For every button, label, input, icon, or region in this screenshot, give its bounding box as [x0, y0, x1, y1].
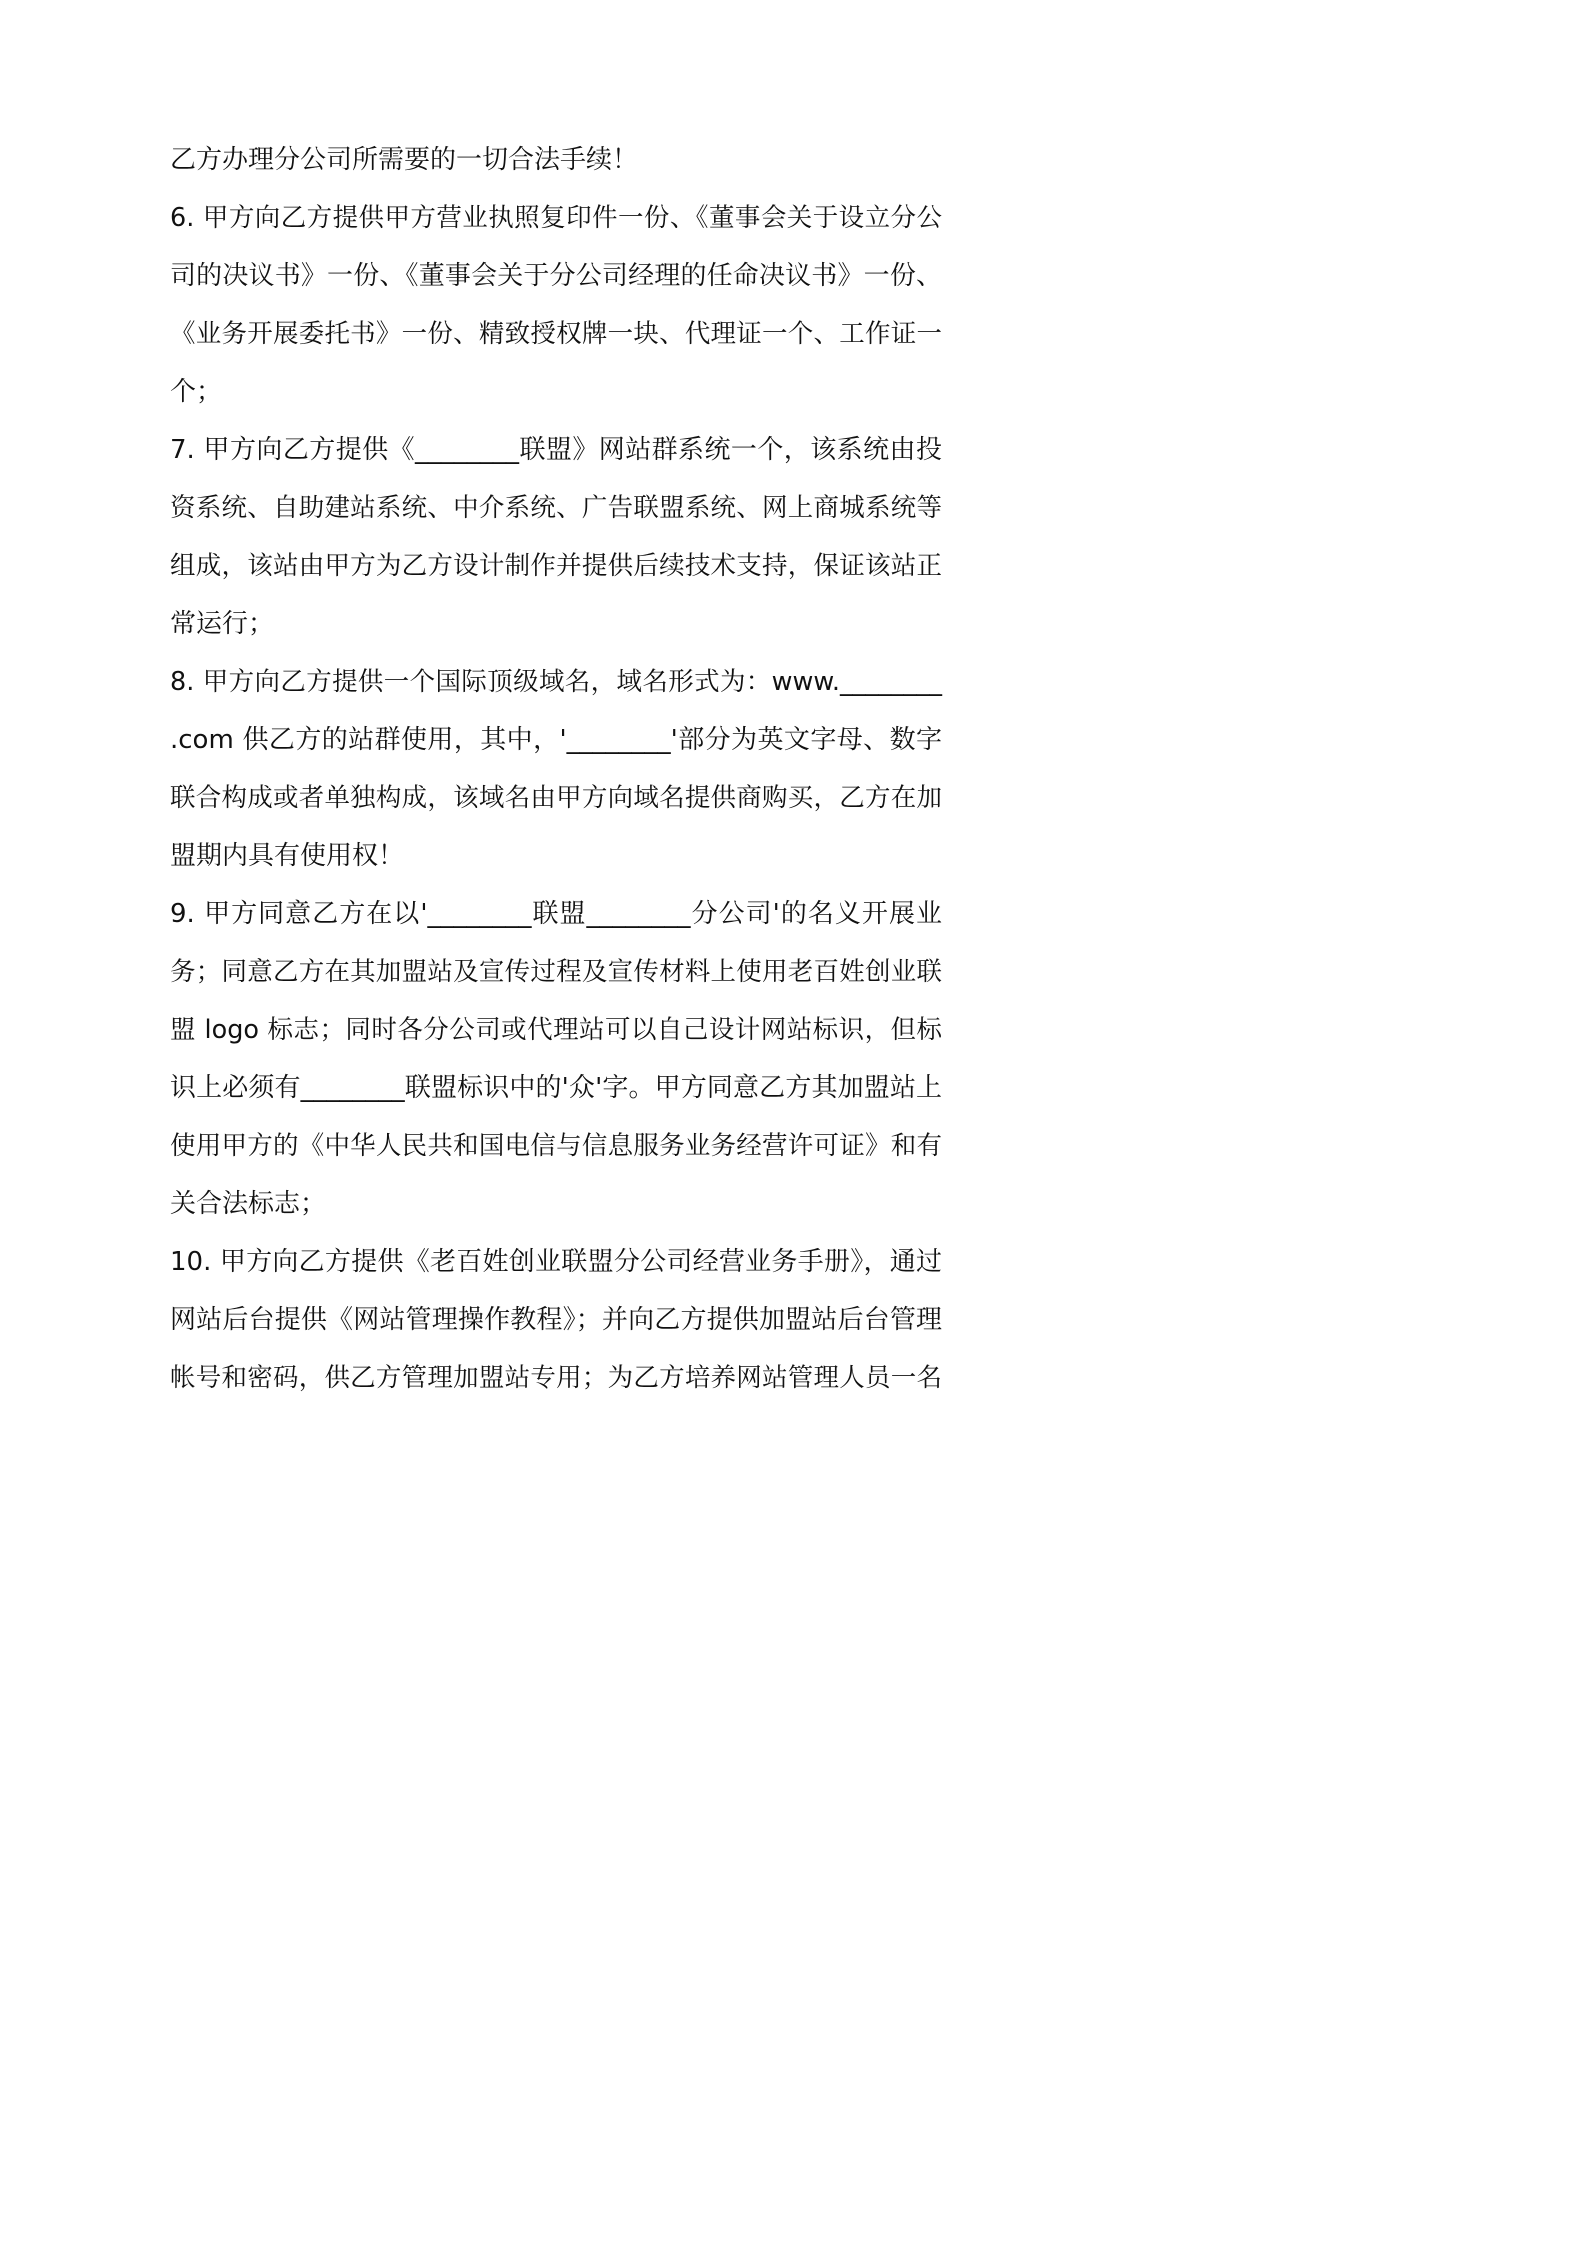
text-line: 9. 甲方同意乙方在以'________联盟________分公司'的名义开展业: [170, 899, 942, 929]
text-line: 司的决议书》一份、《董事会关于分公司经理的任命决议书》一份、: [170, 261, 942, 291]
text-line: 乙方办理分公司所需要的一切合法手续！: [170, 145, 639, 175]
text-line: 盟 logo 标志；同时各分公司或代理站可以自己设计网站标识，但标: [170, 1015, 942, 1045]
text-line: 组成，该站由甲方为乙方设计制作并提供后续技术支持，保证该站正: [170, 551, 942, 581]
text-line: 识上必须有________联盟标识中的'众'字。甲方同意乙方其加盟站上: [170, 1073, 942, 1103]
text-line: 10. 甲方向乙方提供《老百姓创业联盟分公司经营业务手册》，通过: [170, 1247, 942, 1277]
text-line: 《业务开展委托书》一份、精致授权牌一块、代理证一个、工作证一: [170, 319, 942, 349]
text-line: 联合构成或者单独构成，该域名由甲方向域名提供商购买，乙方在加: [170, 783, 942, 813]
text-line: 盟期内具有使用权！: [170, 841, 405, 871]
text-line: 6. 甲方向乙方提供甲方营业执照复印件一份、《董事会关于设立分公: [170, 203, 942, 233]
contract-text: [170, 131, 942, 1407]
document-page: [0, 0, 1103, 1560]
text-line: 帐号和密码，供乙方管理加盟站专用；为乙方培养网站管理人员一名: [170, 1363, 942, 1393]
text-line: 网站后台提供《网站管理操作教程》；并向乙方提供加盟站后台管理: [170, 1305, 942, 1335]
text-line: 资系统、自助建站系统、中介系统、广告联盟系统、网上商城系统等: [170, 493, 942, 523]
text-line: 常运行；: [170, 609, 275, 639]
text-line: 使用甲方的《中华人民共和国电信与信息服务业务经营许可证》和有: [170, 1131, 942, 1161]
text-line: 个；: [170, 377, 223, 407]
text-line: 关合法标志；: [170, 1189, 327, 1219]
text-line: 8. 甲方向乙方提供一个国际顶级域名，域名形式为：www.________: [170, 667, 942, 697]
text-line: 7. 甲方向乙方提供《________联盟》网站群系统一个，该系统由投: [170, 435, 942, 465]
text-line: .com 供乙方的站群使用，其中，'________'部分为英文字母、数字: [170, 725, 942, 755]
text-line: 务；同意乙方在其加盟站及宣传过程及宣传材料上使用老百姓创业联: [170, 957, 942, 987]
